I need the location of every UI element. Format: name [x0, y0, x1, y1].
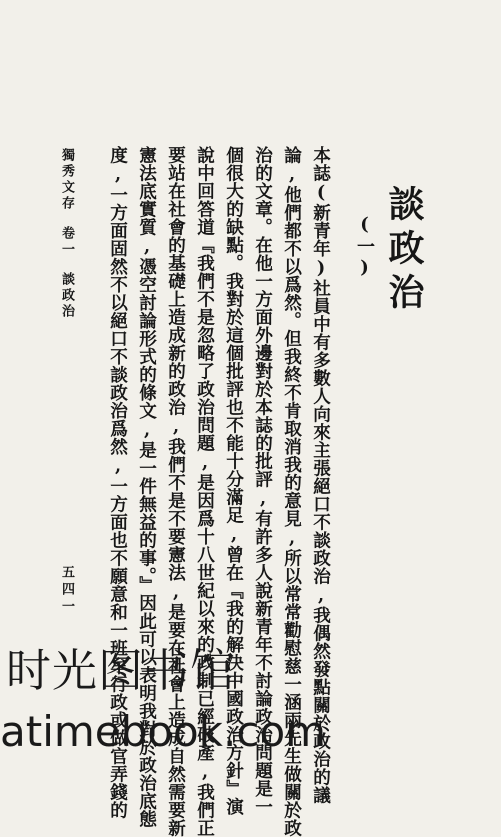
body-column-6: 要站在社會的基礎上造成新的政治,我們不是不要憲法,是要在社會上造成自然需要新: [165, 146, 187, 837]
body-column-8: 度,一方面固然不以絕口不談政治爲然,一方面也不願意和一班牟行政或做官弄錢的: [107, 146, 129, 819]
watermark-chinese: 时光图书馆: [6, 644, 237, 697]
watermark-url: atimebook.com: [0, 707, 327, 756]
chapter-label: 談政治: [59, 272, 74, 320]
body-column-1: 本誌(新青年)社員中有多數人向來主張絕口不談政治,我偶然發點關於政治的議: [310, 146, 332, 805]
body-column-5: 說中回答道『我們不是忽略了政治問題,是因爲十八世紀以來的政制已經破產,我們正: [194, 146, 216, 837]
volume-label: 卷一: [59, 226, 74, 258]
article-title: 談政治: [383, 185, 425, 317]
body-column-4: 個很大的缺點。我對於這個批評也不能十分滿足,曾在『我的解決中國政治方針』演: [223, 146, 245, 816]
body-column-2: 論,他們都不以爲然。但我終不肯取消我的意見,所以常常勸慰慈一涵兩先生做關於政: [281, 146, 303, 837]
body-column-3: 治的文章。在他一方面外邊對於本誌的批評,有許多人說新青年不討論政治問題是一: [252, 146, 274, 816]
section-number: (一): [354, 214, 375, 280]
book-title: 獨秀文存: [59, 148, 74, 212]
body-column-7: 憲法底實質,憑空討論形式的條文,是一件無益的事。』因此可以表明我對於政治底態: [136, 146, 158, 828]
page-number: 五四一: [59, 565, 74, 616]
running-header: [60, 148, 73, 320]
